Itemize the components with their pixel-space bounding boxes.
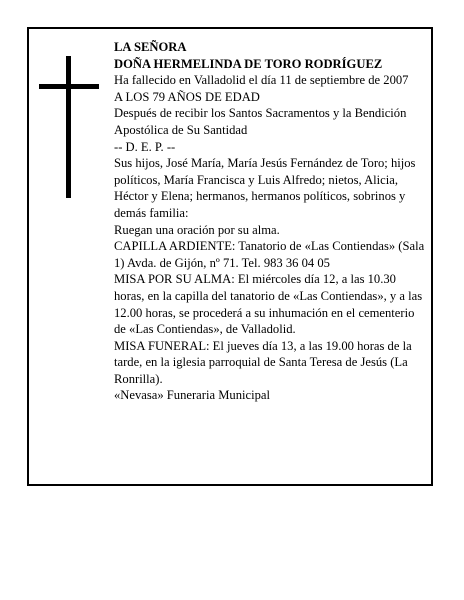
- obituary-title: LA SEÑORA: [114, 40, 187, 54]
- obituary-text: [114, 39, 426, 404]
- funeral-home: «Nevasa» Funeraria Municipal: [114, 388, 270, 403]
- sacraments-statement: Después de recibir los Santos Sacramentos y la Bendición Apostólica de Su Santidad: [114, 106, 407, 137]
- death-statement: Ha fallecido en Valladolid el día 11 de septiembre de 2007: [114, 73, 409, 88]
- funeral-info: MISA FUNERAL: El jueves día 13, a las 19.00 horas de la tarde, en la iglesia parroquial de Santa Teresa de Jesús (La Ronrilla).: [114, 338, 412, 386]
- mass-info: MISA POR SU ALMA: El miércoles día 12, a las 10.30 horas, en la capilla del tanatorio de «Las Contiendas», y a las 12.00 horas, se procederá a su inhumación en el cementerio de «Las Contiendas», de Valladolid.: [114, 272, 423, 337]
- prayer-request: Ruegan una oración por su alma.: [114, 222, 280, 237]
- cross-vertical-bar: [66, 56, 71, 198]
- deceased-name: DOÑA HERMELINDA DE TORO RODRÍGUEZ: [114, 56, 383, 71]
- cross-horizontal-bar: [39, 84, 99, 89]
- rip-line: -- D. E. P. --: [114, 139, 176, 154]
- age-statement: A LOS 79 AÑOS DE EDAD: [114, 89, 260, 104]
- family-list: Sus hijos, José María, María Jesús Fernández de Toro; hijos políticos, María Francisca y Luis Alfredo; nietos, Alicia, Héctor y Elena; hermanos, hermanos políticos, sobrinos y demás familia:: [114, 156, 416, 220]
- chapel-info: CAPILLA ARDIENTE: Tanatorio de «Las Contiendas» (Sala 1) Avda. de Gijón, nº 71. Tel. 983 36 04 05: [114, 239, 425, 270]
